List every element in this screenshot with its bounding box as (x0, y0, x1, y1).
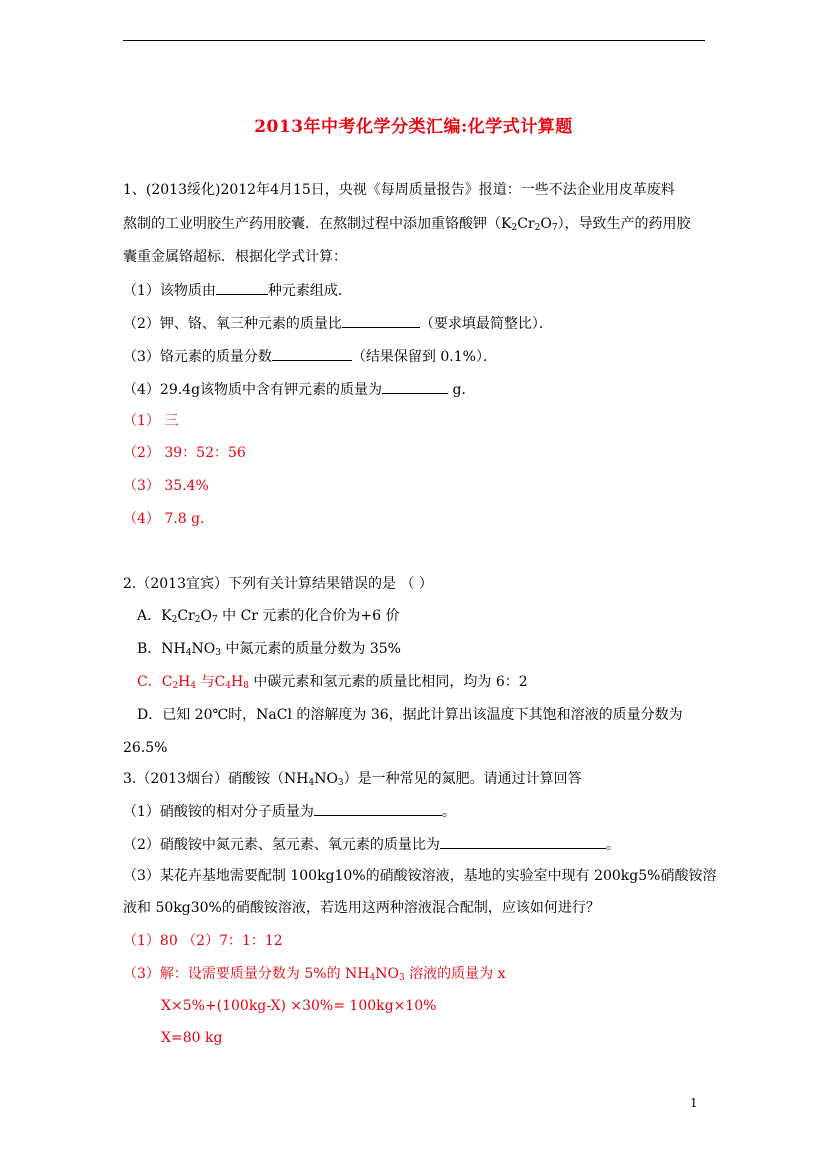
text-span: 3.（2013烟台）硝酸铵（NH (123, 771, 309, 787)
text-span: 中氮元素的质量分数为 35% (220, 641, 401, 657)
page-number: 1 (690, 1096, 698, 1110)
q3-stem (123, 769, 582, 789)
text-span: NO (314, 771, 338, 787)
text-span: 。 (441, 804, 456, 820)
page-title: 2013年中考化学分类汇编:化学式计算题 (254, 117, 573, 137)
subscript-text: 4 (185, 648, 192, 658)
subscript-text: 3 (337, 778, 344, 788)
blank-field (216, 280, 268, 295)
text-span: （2）钾、铬、氧三种元素的质量比 (123, 316, 342, 332)
text-span: NO (375, 966, 399, 982)
q1-answer-3: （3） 35.4% (123, 478, 209, 494)
subscript-text: 4 (369, 973, 376, 983)
subscript-text: 2 (194, 615, 201, 625)
q1-part-3 (123, 346, 497, 367)
q3-part-2 (123, 834, 620, 855)
text-span: O (540, 216, 552, 232)
q3-equation-2: X=80 kg (161, 1030, 223, 1046)
subscript-text: 2 (172, 681, 179, 691)
text-span: NO (191, 641, 216, 657)
q1-part-4 (123, 379, 475, 400)
text-span: O (200, 608, 212, 624)
q1-answer-1: （1） 三 (123, 413, 179, 429)
q1-answer-4: （4） 7.8 g． (123, 511, 215, 527)
text-span: 熬制的工业明胶生产药用胶囊．在熬制过程中添加重铬酸钾（K (123, 216, 512, 232)
text-span: A．K (137, 608, 172, 624)
q2-option-a (137, 606, 400, 626)
subscript-text: 4 (190, 681, 197, 691)
text-span: B．NH (137, 641, 186, 657)
subscript-text: 2 (511, 223, 518, 233)
text-span: （1）硝酸铵的相对分子质量为 (123, 804, 314, 820)
text-span: 与C (196, 674, 226, 690)
blank-field (342, 313, 420, 328)
blank-field (314, 801, 442, 816)
text-span: （结果保留到 0.1%）． (351, 349, 497, 365)
text-span: 溶液的质量为 x (404, 966, 506, 982)
header-rule (123, 40, 705, 41)
q1-part-2 (123, 313, 553, 334)
q2-stem: 2.（2013宜宾）下列有关计算结果错误的是 （ ） (123, 576, 433, 592)
text-span: 中碳元素和氢元素的质量比相同，均为 6：2 (248, 674, 528, 690)
text-span: （4）29.4g该物质中含有钾元素的质量为 (123, 382, 383, 398)
q1-answer-2: （2） 39：52：56 (123, 445, 246, 461)
q1-part-1 (123, 280, 352, 301)
text-span: （1）该物质由 (123, 283, 216, 299)
text-span: （要求填最简整比）． (419, 316, 553, 332)
blank-field (440, 834, 606, 849)
subscript-text: 3 (398, 973, 405, 983)
q3-part-1 (123, 801, 456, 822)
subscript-text: 8 (243, 681, 249, 691)
text-span: Cr (177, 608, 195, 624)
text-span: （3）解：设需要质量分数为 5%的 NH (123, 966, 370, 982)
text-span: H (231, 674, 244, 690)
subscript-text: 2 (534, 223, 541, 233)
text-span: （3）铬元素的质量分数 (123, 349, 272, 365)
subscript-text: 4 (225, 681, 232, 691)
q3-answer-1-2: （1）80 （2）7：1：12 (123, 933, 283, 949)
q2-option-d-cont: 26.5% (123, 740, 168, 756)
q3-equation-1: X×5%+(100kg-X) ×30%= 100kg×10% (161, 998, 437, 1014)
text-span: 。 (605, 837, 620, 853)
q1-line-2 (123, 214, 691, 234)
subscript-text: 4 (308, 778, 315, 788)
subscript-text: 3 (215, 648, 221, 658)
q3-answer-3 (123, 964, 505, 984)
q2-option-b (137, 639, 401, 659)
subscript-text: 7 (551, 223, 558, 233)
q3-part-3-cont: 液和 50kg30%的硝酸铵溶液，若选用这两种溶液混合配制，应该如何进行？ (123, 900, 600, 916)
q2-option-d: D．已知 20℃时，NaCl 的溶解度为 36，据此计算出该温度下其饱和溶液的质量分数为 (137, 707, 683, 723)
text-span: 种元素组成． (267, 283, 352, 299)
text-span: H (178, 674, 191, 690)
text-span: Cr (517, 216, 535, 232)
text-span: （2）硝酸铵中氮元素、氢元素、氧元素的质量比为 (123, 837, 440, 853)
text-span: g． (448, 382, 476, 398)
subscript-text: 7 (211, 615, 218, 625)
subscript-text: 2 (171, 615, 178, 625)
text-span: ），导致生产的药用胶 (557, 216, 691, 232)
blank-field (272, 346, 352, 361)
q3-part-3: （3）某花卉基地需要配制 100kg10%的硝酸铵溶液，基地的实验室中现有 200kg5%硝酸铵溶 (123, 868, 717, 884)
blank-field (382, 379, 448, 394)
q1-line-3: 囊重金属铬超标．根据化学式计算： (123, 249, 347, 265)
text-span: 中 Cr 元素的化合价为+6 价 (217, 608, 400, 624)
text-span: ）是一种常见的氮肥。请通过计算回答 (343, 771, 582, 787)
text-span: C．C (137, 674, 173, 690)
q1-line-1: 1、(2013绥化)2012年4月15日，央视《每周质量报告》报道：一些不法企业用皮革废料 (123, 182, 675, 198)
q2-option-c (137, 672, 528, 692)
